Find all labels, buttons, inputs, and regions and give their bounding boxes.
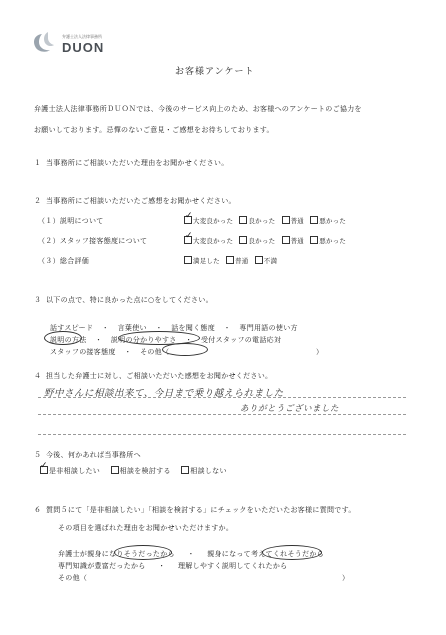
separator: ・ [158, 562, 166, 570]
separator: ・ [95, 336, 103, 344]
option-label: 相談しない [190, 467, 227, 475]
option-label: 良かった [248, 237, 276, 245]
checkbox[interactable] [181, 466, 189, 474]
checkbox[interactable] [282, 216, 290, 224]
logo-small-text: 弁護士法人法律事務所 [62, 34, 102, 39]
q4-handwritten-answer-1: 野中さんに相談出来て、今日まで乗り越えられました [44, 388, 284, 399]
checkbox[interactable] [239, 236, 247, 244]
q3-number: ３ [34, 296, 42, 304]
answer-line [38, 397, 406, 398]
q6-option[interactable]: 専門知識が豊富だったから [58, 562, 146, 570]
q2-row3-label: （３）総合評価 [38, 257, 90, 265]
option-label: 是非相談したい [49, 467, 101, 475]
intro-line-1: 弁護士法人法律事務所ＤＵＯＮでは、今後のサービス向上のため、お客様へのアンケートのご協力を [34, 105, 362, 113]
q1-number: １ [34, 159, 42, 167]
q6-line-3-open[interactable]: その他（ [58, 574, 88, 582]
option-label: 悪かった [319, 237, 347, 245]
q3-option[interactable]: 説明の分かりやすさ [110, 336, 177, 344]
option-label: 大変良かった [193, 217, 234, 225]
checkbox[interactable] [239, 216, 247, 224]
q6-number: ６ [34, 506, 42, 514]
separator: ・ [223, 324, 231, 332]
q3-line-3 [50, 347, 169, 357]
selection-circle [162, 343, 208, 356]
option-label: 大変良かった [193, 237, 234, 245]
separator: ・ [187, 550, 195, 558]
q6-line-3-close: ） [342, 574, 350, 582]
q2-row2-label: （２）スタッフ接客態度について [38, 237, 148, 245]
checkbox[interactable] [310, 236, 318, 244]
q6-text: 質問５にて「是非相談したい」「相談を検討する」にチェックをいただいたお客様に質問です。 [46, 506, 356, 514]
checkbox[interactable] [282, 236, 290, 244]
check-mark-icon: ✓ [40, 461, 48, 471]
q3-option[interactable]: 話を聞く態度 [171, 324, 216, 332]
answer-line [38, 414, 406, 415]
q2-row3-options [184, 256, 277, 265]
selection-circle [262, 545, 322, 560]
logo-mark-icon [30, 30, 64, 58]
separator: ・ [185, 336, 193, 344]
q4-number: ４ [34, 372, 42, 380]
checkbox[interactable] [310, 216, 318, 224]
q5-options [40, 466, 227, 476]
q3-option[interactable]: 専門用語の使い方 [239, 324, 298, 332]
option-label: 不満 [263, 257, 278, 265]
q2-row2-options [184, 236, 346, 245]
q3-option[interactable]: その他（ [140, 348, 170, 356]
q5-text: 今後、何かあれば当事務所へ [46, 451, 141, 459]
selection-circle [114, 545, 172, 560]
q4-handwritten-answer-2: ありがとうございました [240, 404, 340, 414]
option-label: 悪かった [319, 217, 347, 225]
q2-row1-label: （１）説明について [38, 217, 104, 225]
q3-other-close: ） [316, 348, 324, 356]
q6-option[interactable]: 弁護士が親身になりそうだったから [58, 550, 175, 558]
q3-option[interactable]: スタッフの接客態度 [50, 348, 116, 356]
checkbox[interactable] [226, 256, 234, 264]
option-label: 相談を検討する [119, 467, 171, 475]
checkbox[interactable] [111, 466, 119, 474]
q5-number: ５ [34, 451, 42, 459]
checkbox[interactable] [255, 256, 263, 264]
q3-option[interactable]: 受付スタッフの電話応対 [200, 336, 282, 344]
q3-option[interactable]: 説明の方法 [50, 336, 87, 344]
check-mark-icon: ✓ [185, 231, 193, 241]
q3-text: 以下の点で、特に良かった点に○をしてください。 [46, 296, 213, 304]
q6-option[interactable]: 親身になって考えてくれそうだから [207, 550, 324, 558]
checkbox[interactable] [184, 256, 192, 264]
separator: ・ [101, 324, 110, 332]
q2-number: ２ [34, 197, 42, 205]
page-title: お客様アンケート [175, 67, 255, 77]
selection-circle [44, 331, 82, 345]
q6-line-2 [58, 561, 287, 571]
option-label: 良かった [248, 217, 276, 225]
check-mark-icon: ✓ [185, 211, 193, 221]
q1-text: 当事務所にご相談いただいた理由をお聞かせください。 [46, 159, 229, 167]
q2-text: 当事務所にご相談いただいたご感想をお聞かせください。 [46, 197, 236, 205]
option-label: 普通 [290, 237, 304, 245]
option-label: 普通 [290, 217, 304, 225]
q6-option[interactable]: 理解しやすく説明してくれたから [177, 562, 288, 570]
q2-row1-options [184, 216, 346, 225]
separator: ・ [124, 348, 132, 356]
answer-line [38, 434, 406, 435]
q4-text: 担当した弁護士に対し、ご相談いただいた感想をお聞かせください。 [46, 372, 273, 380]
separator: ・ [155, 324, 163, 332]
intro-line-2: お願いしております。忌憚のないご意見・ご感想をお待ちしております。 [34, 126, 274, 134]
logo-brand: DUON [62, 40, 105, 55]
q3-option[interactable]: 言葉使い [117, 324, 147, 332]
q3-option[interactable]: 話すスピード [50, 324, 94, 332]
q6-subtext: その項目を選ばれた理由をお聞かせいただけますか。 [58, 524, 234, 532]
option-label: 普通 [235, 257, 249, 265]
option-label: 満足した [193, 257, 220, 265]
